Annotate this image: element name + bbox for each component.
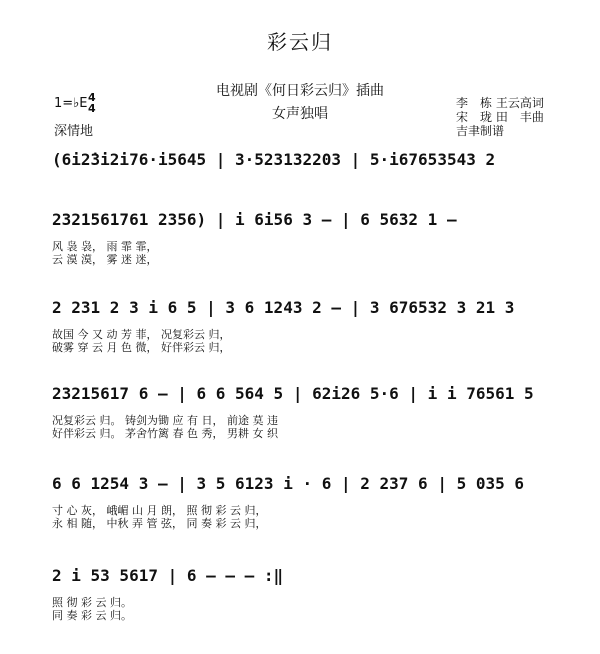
song-subtitle: 电视剧《何日彩云归》插曲 (216, 83, 384, 99)
lyrics-verse-2: 同 奏 彩 云 归。 (52, 609, 132, 622)
score-row-2 (52, 210, 552, 266)
tempo-mood: 深情地 (54, 124, 94, 139)
time-signature (88, 92, 96, 114)
lyrics-verse-2: 永 相 随， 中秋 弄 管 弦， 同 奏 彩 云 归， (52, 517, 267, 530)
lyrics-verse-1: 寸 心 灰， 峨嵋 山 月 朗， 照 彻 彩 云 归， (52, 504, 267, 517)
lyrics-verse-2: 破雾 穿 云 月 色 微， 好伴彩云 归， (52, 341, 231, 354)
notes-line: (6i2̇3̇i2̇i76·i5645 | 3·523132203 | 5·i67653543 2 (52, 150, 496, 169)
lyrics-verse-2: 好伴彩云 归。 茅舍竹篱 春 色 秀， 男耕 女 织 (52, 427, 278, 440)
score-row-5 (52, 474, 552, 530)
credits (456, 96, 544, 138)
notes-line: 23215617 6 – | 6 6 564 5 | 62i26 5·6 | i i 76561 5 (52, 384, 534, 403)
lyrics-verse-2: 云 漠 漠， 雾 迷 迷， (52, 253, 158, 266)
lyrics-verse-1: 风 袅 袅， 雨 霏 霏， (52, 240, 158, 253)
notes-line: 2 i 53 5617 | 6 – – – :‖ (52, 566, 284, 585)
key-signature: 1=♭E (54, 96, 88, 111)
lyrics-verse-1: 况复彩云 归。 铸剑为锄 应 有 日， 前途 莫 违 (52, 414, 278, 427)
meter-bottom: 4 (88, 102, 96, 115)
score-row-1 (52, 150, 552, 202)
notes-line: 2321561761 2356) | i 6i56 3 – | 6 5632 1 – (52, 210, 457, 229)
song-title: 彩云归 (267, 30, 333, 54)
score-row-3 (52, 298, 552, 354)
meter-top: 4 (88, 91, 96, 104)
lyrics-verse-1: 故国 今 又 动 芳 菲， 况复彩云 归， (52, 328, 231, 341)
notes-line: 6 6 1254 3 – | 3 5 6123 i · 6 | 2 237 6 | 5 035 6 (52, 474, 525, 493)
voice-type: 女声独唱 (272, 106, 328, 122)
score-row-4 (52, 384, 552, 440)
credit-music: 宋 珑 田 丰曲 (456, 110, 544, 124)
lyrics-verse-1: 照 彻 彩 云 归。 (52, 596, 132, 609)
credit-transcriber: 吉聿制谱 (456, 124, 505, 138)
notes-line: 2 231 2 3 i 6 5 | 3 6 1243 2 – | 3 676532 3 21 3 (52, 298, 515, 317)
score-row-6 (52, 566, 552, 622)
credit-lyrics: 李 栋 王云高词 (456, 96, 544, 110)
